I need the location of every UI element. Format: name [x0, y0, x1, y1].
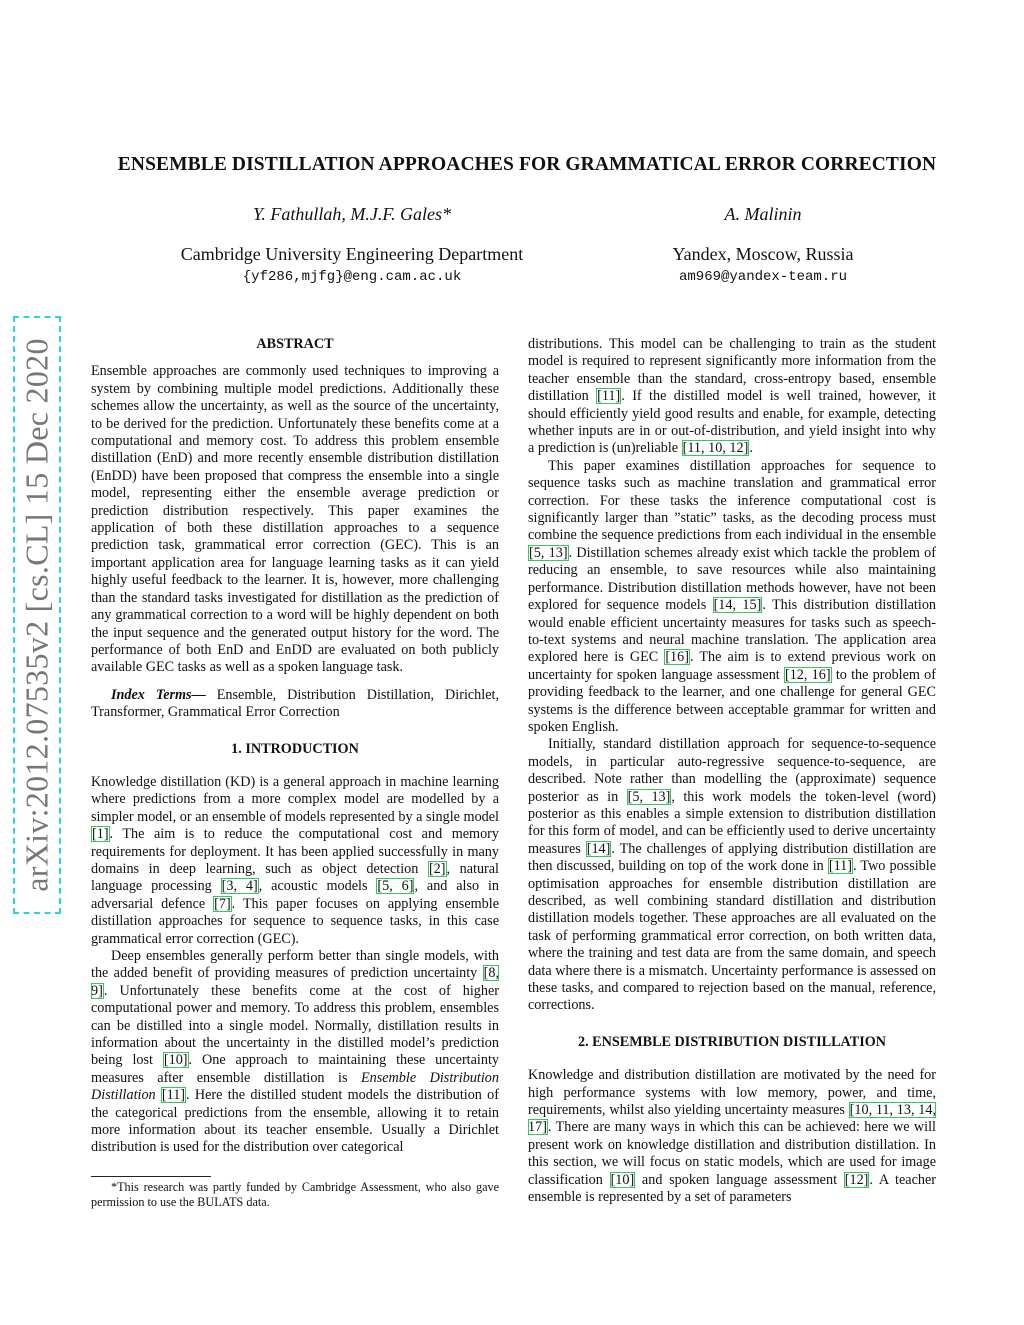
- author-names: A. Malinin: [724, 204, 802, 224]
- citation-link[interactable]: [5, 6]: [377, 878, 414, 895]
- intro-paragraph-1: Knowledge distillation (KD) is a general approach in machine learning where predictions from a more complex model are modelled by a simpler model, or an ensemble of models represented by a single model [1]. The aim is to reduce the computational cost and memory requirements for deployment. It has been applied successfully in many domains in deep learning, such as object detection [2], natural language processing [3, 4], acoustic models [5, 6], and also in adversarial defence [7]. This paper focuses on applying ensemble distillation approaches for sequence to sequence tasks, in this case grammatical error correction (GEC).: [91, 773, 500, 947]
- intro-paragraph-2: Deep ensembles generally perform better than single models, with the added benefit of providing measures of prediction uncertainty [8, 9]. Unfortunately these benefits come at the cost of higher computational power and memory. To address this problem, ensembles can be distilled into a single model. Normally, distillation results in information about the uncertainty in the distilled model’s prediction being lost [10]. One approach to maintaining these uncertainty measures after ensemble distillation is Ensemble Distribution Distillation [11]. Here the distilled student models the distribution of the categorical predictions from the ensemble, allowing it to retain more information about its teacher ensemble. Usually a Dirichlet distribution is used for the distribution over categorical: [91, 948, 499, 1156]
- citation-link[interactable]: [2]: [428, 860, 446, 877]
- section-heading-ensemble-distribution-distillation: 2. ENSEMBLE DISTRIBUTION DISTILLATION: [577, 1033, 886, 1050]
- section-heading-introduction: 1. INTRODUCTION: [231, 740, 359, 757]
- emphasized-term: Ensemble Distribution Distillation: [91, 1069, 499, 1104]
- citation-link[interactable]: [10, 11, 13, 14, 17]: [528, 1102, 936, 1136]
- footnote-rule: [91, 1176, 211, 1177]
- index-terms-text: Ensemble, Distribution Distillation, Dirichlet, Transformer, Grammatical Error Correction: [91, 686, 500, 721]
- intro-paragraph-4: Initially, standard distillation approach for sequence-to-sequence models, in particular auto-regressive sequence-to-sequence, are described. Note rather than modelling the (approximate) sequence posterior as in [5, 13], this work models the token-level (word) posterior as this enables a simple extension to distribution distillation for this form of model, and can be efficiently used to derive uncertainty measures [14]. The challenges of applying distribution distillation are then discussed, building on top of the work done in [11]. Two possible optimisation approaches for ensemble distribution distillation are described, as well combining standard distillation and distribution distillation models together. These approaches are all evaluated on the task of performing grammatical error correction, on both written data, where the training and test data are from the same domain, and speech data where there is a mismatch. Uncertainty performance is assessed on these tasks, and compared to rejection based on the manual, reference, corrections.: [528, 736, 937, 1014]
- citation-link[interactable]: [1]: [92, 826, 109, 843]
- paper-title: ENSEMBLE DISTILLATION APPROACHES FOR GRAMMATICAL ERROR CORRECTION: [117, 154, 937, 175]
- citation-link[interactable]: [11]: [597, 388, 621, 405]
- citation-link[interactable]: [5, 13]: [627, 788, 671, 805]
- citation-link[interactable]: [7]: [214, 895, 231, 912]
- index-terms: [91, 687, 499, 722]
- citation-link[interactable]: [11]: [828, 858, 852, 875]
- abstract-text: Ensemble approaches are commonly used techniques to improving a system by combining multiple model predictions. Additionally these schemes allow the uncertainty, as well as the source of the uncertainty, to be derived for the prediction. Unfortunately these benefits come at a computational and memory cost. To address this problem ensemble distillation (EnD) and more recently ensemble distribution distillation (EnDD) have been proposed that compress the ensemble into a single model, representing either the ensemble average prediction or prediction distribution respectively. This paper examines the application of both these distillation approaches to a sequence prediction task, grammatical error correction (GEC). This is an important application area for language learning tasks as it can yield highly useful feedback to the learner. It is, however, more challenging than the standard tasks investigated for distillation as the prediction of any grammatical correction to a word will be highly dependent on both the input sequence and the generated output history for the word. The performance of both EnD and EnDD are evaluated on both publicly available GEC tasks as well as a spoken language task.: [91, 363, 499, 676]
- author-affiliation: Cambridge University Engineering Department: [180, 244, 524, 264]
- author-affiliation: Yandex, Moscow, Russia: [672, 244, 854, 264]
- footnote: [91, 1180, 499, 1210]
- citation-link[interactable]: [11]: [161, 1087, 186, 1104]
- abstract-heading: ABSTRACT: [256, 336, 334, 352]
- arxiv-identifier[interactable]: arXiv:2012.07535v2 [cs.CL] 15 Dec 2020: [18, 338, 55, 892]
- right-column: [528, 336, 936, 1207]
- author-names: Y. Fathullah, M.J.F. Gales*: [252, 204, 451, 224]
- index-terms-label: Index Terms—: [111, 686, 206, 703]
- citation-link[interactable]: [8, 9]: [91, 965, 499, 999]
- author-block-yandex: [600, 204, 926, 285]
- intro-paragraph-3: This paper examines distillation approaches for sequence to sequence tasks such as machine translation and grammatical error correction. For these tasks the inference computational cost is significantly larger than ”static” tasks, as the decoding process must combine the sequence predictions from each individual in the ensemble [5, 13]. Distillation schemes already exist which tackle the problem of reducing an ensemble, to save resources while also maintaining performance. Distribution distillation methods however, have not been explored for sequence models [14, 15]. This distribution distillation would enable efficient uncertainty measures for tasks such as speech-to-text systems and neural machine translation. The application area explored here is GEC [16]. The aim is to extend previous work on uncertainty for spoken language assessment [12, 16] to the problem of providing feedback to the learner, and one challenge for general GEC systems is the difference between acceptable grammar for written and spoken English.: [528, 457, 937, 735]
- citation-link[interactable]: [16]: [665, 649, 689, 666]
- citation-link[interactable]: [11, 10, 12]: [682, 440, 749, 457]
- citation-link[interactable]: [12, 16]: [784, 666, 831, 683]
- footnote-text: *This research was partly funded by Cambridge Assessment, who also gave permission to use the BULATS data.: [91, 1180, 499, 1209]
- left-column: [91, 336, 499, 1157]
- citation-link[interactable]: [14, 15]: [713, 597, 762, 614]
- citation-link[interactable]: [5, 13]: [529, 544, 568, 561]
- citation-link[interactable]: [10]: [610, 1171, 635, 1188]
- citation-link[interactable]: [10]: [163, 1052, 188, 1069]
- author-block-cambridge: [150, 204, 554, 285]
- citation-link[interactable]: [12]: [844, 1171, 869, 1188]
- citation-link[interactable]: [14]: [586, 840, 611, 857]
- citation-link[interactable]: [3, 4]: [221, 878, 258, 895]
- author-email: {yf286,mjfg}@eng.cam.ac.uk: [242, 269, 462, 285]
- section2-paragraph-1: Knowledge and distribution distillation are motivated by the need for high performance systems with low memory, power, and time, requirements, whilst also yielding uncertainty measures [10, 11, 13, 14, 17]. There are many ways in which this can be achieved: here we will present work on knowledge distillation and distribution distillation. In this section, we will focus on static models, which are used for image classification [10] and spoken language assessment [12]. A teacher ensemble is represented by a set of parameters: [528, 1067, 936, 1206]
- intro-paragraph-2-continued: distributions. This model can be challenging to train as the student model is required to represent significantly more information from the teacher ensemble than the standard, cross-entropy based, ensemble distillation [11]. If the distilled model is well trained, however, it should efficiently yield good results and enable, for example, detecting whether inputs are in or out-of-distribution, and yield insight into why a prediction is (un)reliable [11, 10, 12].: [528, 336, 936, 457]
- author-email: am969@yandex-team.ru: [678, 269, 848, 285]
